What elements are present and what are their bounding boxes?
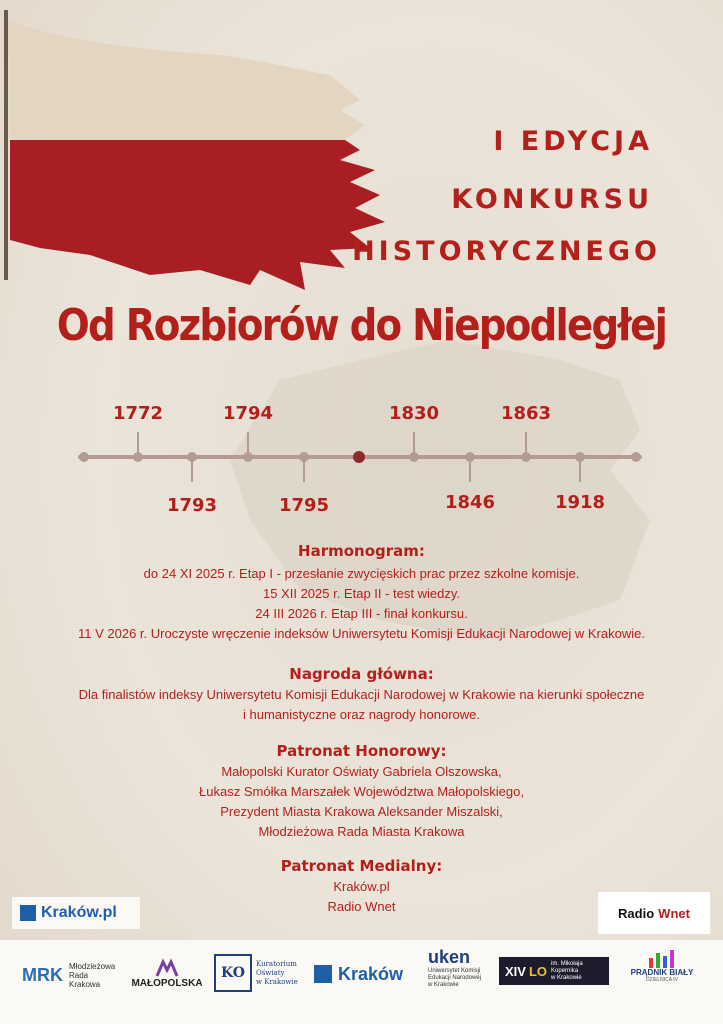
mrk-text xyxy=(69,962,115,989)
uken-text-line: Edukacji Narodowej xyxy=(428,975,482,981)
uken-logo xyxy=(428,947,481,989)
krakow-pl-logo xyxy=(12,897,140,929)
prize-section xyxy=(0,665,723,725)
mrk-text-line: Krakowa xyxy=(69,979,101,989)
honorary-patronage-section xyxy=(0,742,723,842)
uken-text-line: w Krakowie xyxy=(428,982,459,988)
year-1846: 1846 xyxy=(444,492,496,513)
year-1772: 1772 xyxy=(112,403,164,424)
krakow-grid-icon xyxy=(314,965,332,983)
kopernika-text-line: im. Mikołaja xyxy=(551,960,583,967)
year-1863: 1863 xyxy=(500,403,552,424)
malopolska-logo-text: MAŁOPOLSKA xyxy=(131,977,203,989)
mrk-text-line: Rada xyxy=(69,970,89,980)
media-patron-line: Radio Wnet xyxy=(327,899,396,914)
page-title: Od Rozbiorów do Niepodległej xyxy=(56,300,667,351)
krakow-pl-logo-text: Kraków.pl xyxy=(41,904,117,921)
year-1918: 1918 xyxy=(554,492,606,513)
title-line-1: I EDYCJA xyxy=(493,126,653,157)
kuratorium-logo xyxy=(214,952,298,994)
harmonogram-item: do 24 XI 2025 r. Etap I - przesłanie zwycięskich prac przez szkolne komisje. xyxy=(143,566,580,581)
krakow-logo xyxy=(314,960,403,988)
mrk-text-line: Młodzieżowa xyxy=(69,961,116,971)
pradnik-bars-icon xyxy=(647,950,677,968)
kuratorium-text-line: Oświaty xyxy=(256,968,285,977)
radio-wnet-logo xyxy=(598,892,710,934)
prize-heading: Nagroda główna: xyxy=(289,665,434,683)
mrk-letters: MRK xyxy=(22,964,63,985)
year-1795: 1795 xyxy=(278,495,330,516)
title-line-3: HISTORYCZNEGO xyxy=(352,236,661,267)
year-1830: 1830 xyxy=(388,403,440,424)
pradnik-bialy-text: PRĄDNIK BIAŁY xyxy=(630,968,694,977)
radio-wnet-brand: Wnet xyxy=(658,905,690,921)
krakow-logo-text: Kraków xyxy=(338,963,404,984)
kopernika-text-line: Kopernika xyxy=(551,967,579,974)
kopernika-text xyxy=(551,961,583,982)
harmonogram-section xyxy=(0,542,723,644)
uken-wordmark: uken xyxy=(428,947,471,967)
patron-line: Małopolski Kurator Oświaty Gabriela Olszowska, xyxy=(221,764,502,779)
radio-wnet-word: Radio xyxy=(618,905,655,921)
year-1793: 1793 xyxy=(166,495,218,516)
patron-line: Młodzieżowa Rada Miasta Krakowa xyxy=(258,824,465,839)
kuratorium-text-line: w Krakowie xyxy=(256,977,298,986)
prize-line: i humanistyczne oraz nagrody honorowe. xyxy=(242,707,481,722)
honorary-patronage-heading: Patronat Honorowy: xyxy=(276,742,447,760)
kuratorium-text xyxy=(256,960,298,987)
harmonogram-heading: Harmonogram: xyxy=(298,542,425,560)
title-line-2: KONKURSU xyxy=(451,184,653,215)
xiv-lo-logo xyxy=(499,957,609,985)
pradnik-sub-text: DZIELNICA IV xyxy=(646,977,678,983)
prize-line: Dla finalistów indeksy Uniwersytetu Komisji Edukacji Narodowej w Krakowie na kierunki społeczne xyxy=(78,687,645,702)
kuratorium-mark-icon: KO xyxy=(214,954,252,992)
harmonogram-item: 15 XII 2025 r. Etap II - test wiedzy. xyxy=(262,586,461,601)
media-patronage-heading: Patronat Medialny: xyxy=(280,857,443,875)
xiv-text: XIV xyxy=(505,963,526,979)
uken-text xyxy=(428,968,481,989)
kopernika-text-line: w Krakowie xyxy=(551,974,582,981)
harmonogram-item: 11 V 2026 r. Uroczyste wręczenie indeksów Uniwersytetu Komisji Edukacji Narodowej w Krakowie. xyxy=(78,626,645,641)
pradnik-bialy-logo xyxy=(622,950,702,983)
mrk-logo xyxy=(22,955,115,995)
lo-text: LO xyxy=(528,963,548,979)
krakow-grid-icon xyxy=(20,905,36,921)
media-patron-line: Kraków.pl xyxy=(333,879,390,894)
uken-text-line: Uniwersytet Komisji xyxy=(428,968,481,974)
patron-line: Łukasz Smółka Marszałek Województwa Małopolskiego, xyxy=(199,784,524,799)
malopolska-logo xyxy=(128,950,206,996)
malopolska-mark-icon xyxy=(155,958,179,978)
harmonogram-item: 24 III 2026 r. Etap III - finał konkursu. xyxy=(255,606,468,621)
patron-line: Prezydent Miasta Krakowa Aleksander Miszalski, xyxy=(220,804,503,819)
kuratorium-text-line: Kuratorium xyxy=(256,959,297,968)
year-1794: 1794 xyxy=(222,403,274,424)
